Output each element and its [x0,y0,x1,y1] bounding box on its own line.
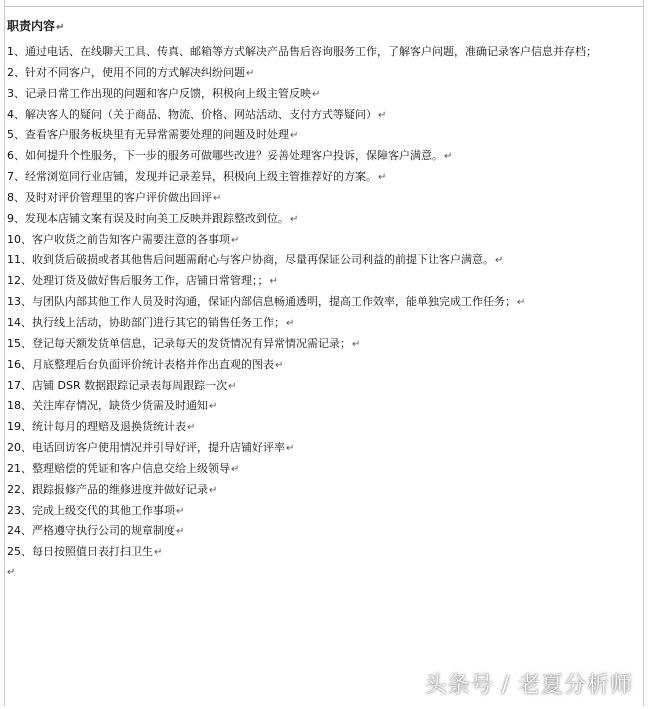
paragraph-mark-icon: ↵ [176,526,185,538]
paragraph-mark-icon: ↵ [378,172,387,184]
list-item-text: 18、关注库存情况，缺货少货需及时通知 [7,399,208,413]
list-item [7,105,645,126]
list-item-text: 8、及时对评价管理里的客户评价做出回评 [7,190,212,204]
list-item-text: 5、查看客户服务板块里有无异常需要处理的问题及时处理 [7,128,289,142]
list-item [7,396,645,417]
list-item [7,188,645,209]
paragraph-mark-icon: ↵ [154,547,163,559]
list-item [7,125,645,146]
list-item-text: 16、月底整理后台负面评价统计表格并作出直观的图表 [7,357,274,371]
paragraph-mark-icon: ↵ [209,484,218,496]
list-item-text: 14、执行线上活动，协助部门进行其它的销售任务工作； [7,315,285,329]
list-item [7,542,645,563]
paragraph-mark-icon: ↵ [352,338,361,350]
list-item [7,250,645,271]
paragraph-mark-icon: ↵ [269,276,278,288]
paragraph-mark-icon: ↵ [275,359,284,371]
paragraph-mark-icon: ↵ [517,297,526,309]
list-item-text: 10、客户收货之前告知客户需要注意的各事项 [7,232,230,246]
list-item [7,42,645,63]
list-item [7,167,645,188]
list-item [7,146,645,167]
list-item-text: 17、店铺 DSR 数据跟踪记录表每周跟踪一次 [7,378,228,392]
list-item-text: 21、整理赔偿的凭证和客户信息交给上级领导 [7,461,230,475]
list-item-text: 3、记录日常工作出现的问题和客户反馈，积极向上级主管反映 [7,86,311,100]
list-item-text: 15、登记每天额发货单信息，记录每天的发货情况有异常情况需记录； [7,336,351,350]
list-item [7,521,645,542]
list-item-text: 6、如何提升个性服务，下一步的服务可做哪些改进？妥善处理客户投诉，保障客户满意。 [7,149,443,163]
list-item [7,417,645,438]
list-item-text: 11、收到货后破损或者其他售后问题需耐心与客户协商，尽量再保证公司利益的前提下让客户满意。 [7,253,494,267]
document-content [7,16,645,583]
paragraph-mark-icon: ↵ [246,67,255,79]
list-item-text: 22、跟踪报修产品的维修进度并做好记录 [7,482,208,496]
paragraph-mark-icon: ↵ [312,88,321,100]
paragraph-mark-icon: ↵ [286,443,295,455]
list-item-text: 9、发现本店铺文案有误及时向美工反映并跟踪整改到位。 [7,211,289,225]
list-item [7,63,645,84]
list-item-text: 1、通过电话、在线聊天工具、传真、邮箱等方式解决产品售后咨询服务工作，了解客户问题，准确记录客户信息并存档； [7,45,597,58]
list-item [7,459,645,480]
list-item-text: 19、统计每月的理赔及退换货统计表 [7,420,186,434]
paragraph-mark-icon: ↵ [56,22,65,33]
paragraph-mark-icon: ↵ [231,234,240,246]
list-item [7,438,645,459]
list-item [7,355,645,376]
paragraph-mark-icon: ↵ [231,463,240,475]
paragraph-mark-icon: ↵ [7,567,16,579]
paragraph-mark-icon: ↵ [290,213,299,225]
paragraph-mark-icon: ↵ [378,109,387,121]
list-item [7,376,645,397]
list-item [7,480,645,501]
paragraph-mark-icon: ↵ [176,505,185,517]
list-item [7,209,645,230]
paragraph-mark-icon: ↵ [290,130,299,142]
paragraph-mark-icon: ↵ [228,380,237,392]
paragraph-mark-icon: ↵ [286,317,295,329]
list-item [7,313,645,334]
list-item-text: 25、每日按照值日表打扫卫生 [7,545,153,559]
list-item [7,501,645,522]
list-item [7,271,645,292]
paragraph-mark-icon: ↵ [444,151,453,163]
watermark: 头条号 / 老夏分析师 [424,673,633,698]
document-title [7,16,645,36]
list-item-text: 7、经常浏览同行业店铺，发现并记录差异，积极向上级主管推荐好的方案。 [7,170,377,184]
paragraph-mark-icon: ↵ [209,401,218,413]
list-item-text: 4、解决客人的疑问（关于商品、物流、价格、网站活动、支付方式等疑问） [7,107,377,121]
list-item-text: 24、严格遵守执行公司的规章制度 [7,524,175,538]
list-item [7,84,645,105]
list-item [7,292,645,313]
paragraph-mark-icon: ↵ [187,422,196,434]
duty-list [7,42,645,563]
paragraph-mark-icon: ↵ [213,192,222,204]
list-item-text: 2、针对不同客户，使用不同的方式解决纠纷问题 [7,65,245,79]
paragraph-mark-icon: ↵ [495,255,504,267]
list-item [7,230,645,251]
document-title-text: 职责内容 [7,19,56,33]
list-item-text: 12、处理订货及做好售后服务工作，店铺日常管理；； [7,274,269,288]
list-item-text: 13、与团队内部其他工作人员及时沟通，保证内部信息畅通透明，提高工作效率，能单独完成工作任务； [7,295,516,309]
list-item-text: 20、电话回访客户使用情况并引导好评，提升店铺好评率 [7,441,285,455]
list-item [7,334,645,355]
list-item-text: 23、完成上级交代的其他工作事项 [7,503,175,517]
